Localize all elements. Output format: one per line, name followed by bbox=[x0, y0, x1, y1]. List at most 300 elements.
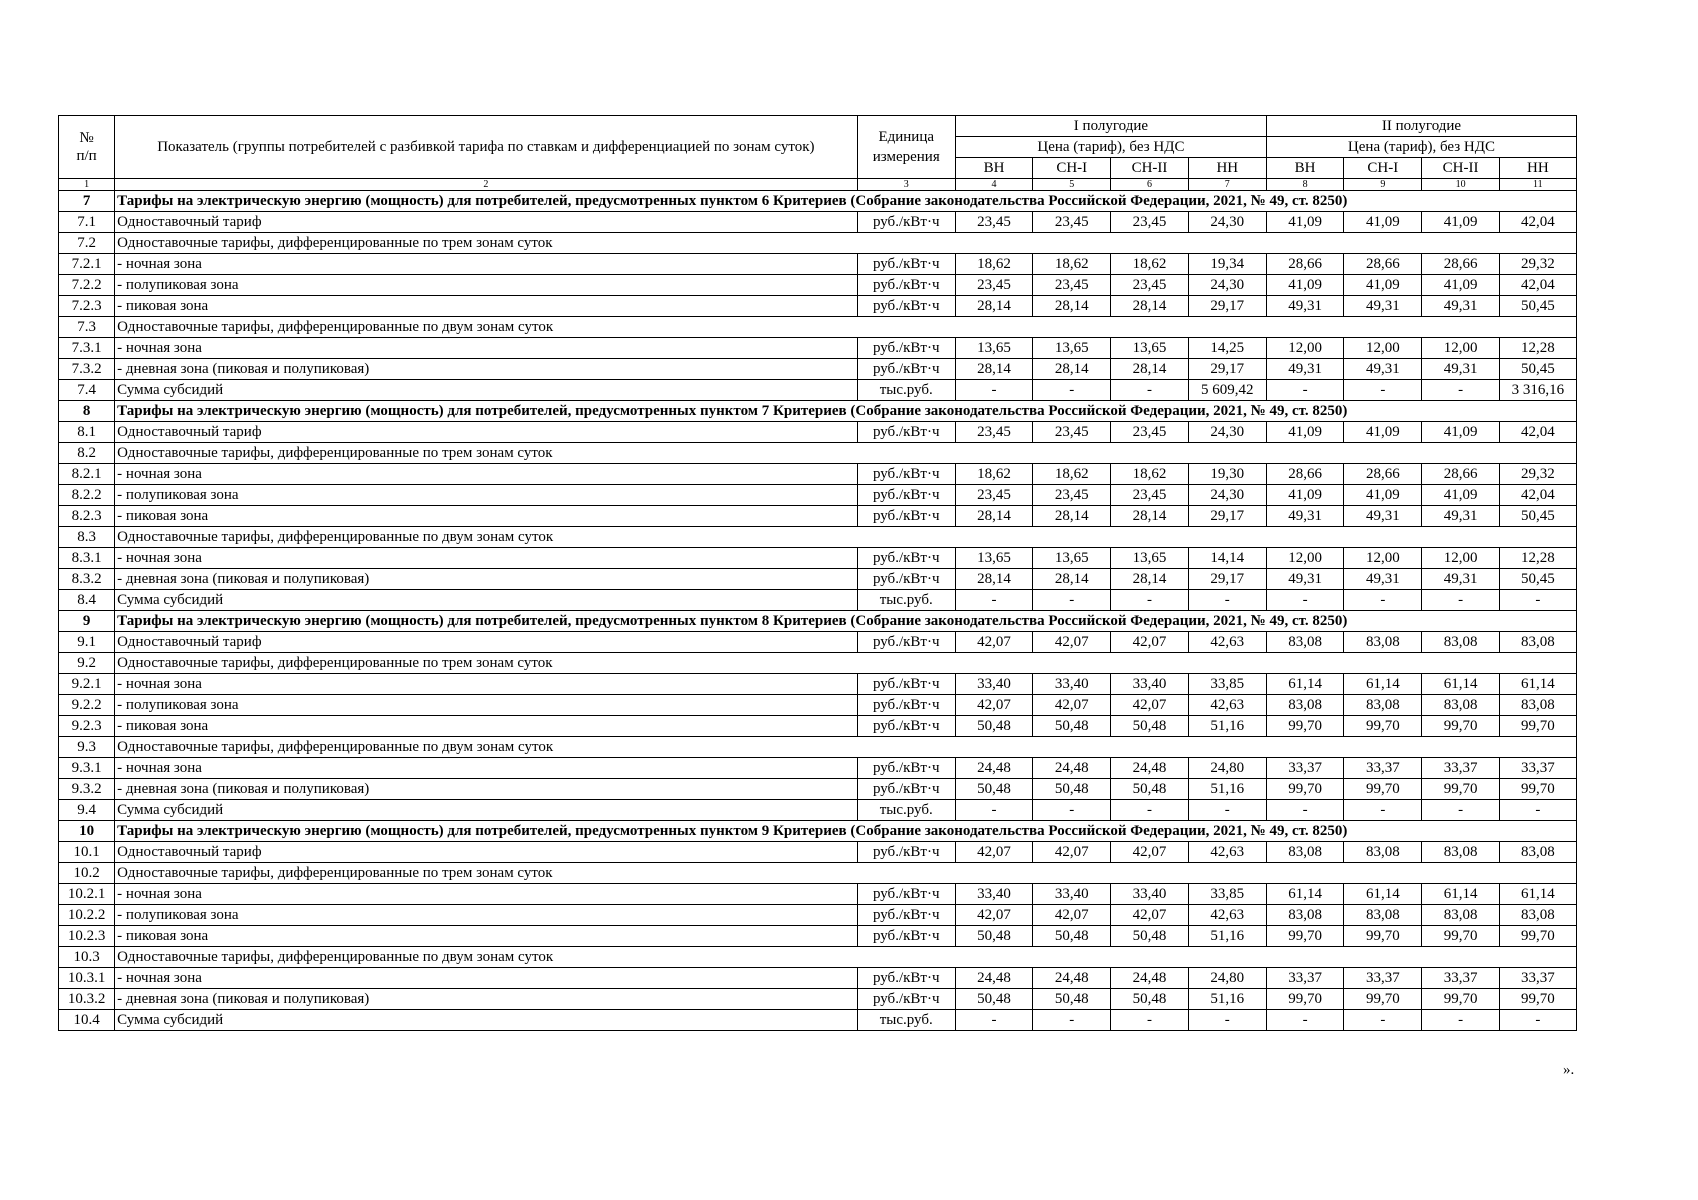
tariff-value: 23,45 bbox=[955, 485, 1032, 506]
column-number-row bbox=[59, 179, 1577, 191]
tariff-value: 28,14 bbox=[955, 296, 1032, 317]
tariff-value: - bbox=[1111, 590, 1188, 611]
tariff-value: 5 609,42 bbox=[1188, 380, 1266, 401]
tariff-value: 12,00 bbox=[1422, 338, 1499, 359]
tariff-value: 50,48 bbox=[955, 716, 1032, 737]
tariff-value: 83,08 bbox=[1266, 842, 1343, 863]
tariff-value: - bbox=[1111, 800, 1188, 821]
group-row bbox=[59, 443, 1577, 464]
tariff-value: 41,09 bbox=[1266, 485, 1343, 506]
tariff-value: 24,48 bbox=[1033, 758, 1111, 779]
tariff-value: 83,08 bbox=[1499, 842, 1576, 863]
table-row bbox=[59, 779, 1577, 800]
row-label: - ночная зона bbox=[115, 758, 857, 779]
tariff-value: 41,09 bbox=[1344, 422, 1422, 443]
tariff-value: - bbox=[1499, 800, 1576, 821]
tariff-value: 99,70 bbox=[1499, 779, 1576, 800]
tariff-value: 50,48 bbox=[955, 926, 1032, 947]
tariff-value: 33,40 bbox=[1033, 674, 1111, 695]
col-unit-header: Единица измерения bbox=[857, 116, 955, 179]
tariff-value: 99,70 bbox=[1344, 989, 1422, 1010]
tariff-value: 18,62 bbox=[1033, 254, 1111, 275]
row-unit: тыс.руб. bbox=[857, 1010, 955, 1031]
tariff-value: 41,09 bbox=[1422, 485, 1499, 506]
tariff-value: 41,09 bbox=[1422, 212, 1499, 233]
tariff-value: 18,62 bbox=[955, 254, 1032, 275]
row-number: 8.3.2 bbox=[59, 569, 115, 590]
table-row bbox=[59, 422, 1577, 443]
tariff-value: 33,85 bbox=[1188, 884, 1266, 905]
row-number: 7.3.1 bbox=[59, 338, 115, 359]
tariff-value: 28,14 bbox=[955, 569, 1032, 590]
tariff-value: 42,07 bbox=[1033, 905, 1111, 926]
tariff-value: 18,62 bbox=[1111, 464, 1188, 485]
row-unit: руб./кВт·ч bbox=[857, 716, 955, 737]
section-row bbox=[59, 401, 1577, 422]
tariff-value: 50,48 bbox=[1111, 989, 1188, 1010]
tariff-value: - bbox=[955, 380, 1032, 401]
tariff-value: 49,31 bbox=[1344, 359, 1422, 380]
tariff-value: - bbox=[955, 800, 1032, 821]
column-number: 3 bbox=[857, 179, 955, 191]
row-number: 7.3 bbox=[59, 317, 115, 338]
tariff-value: 23,45 bbox=[1111, 275, 1188, 296]
group-row bbox=[59, 317, 1577, 338]
tariff-value: 33,40 bbox=[1111, 674, 1188, 695]
tariff-value: 83,08 bbox=[1344, 695, 1422, 716]
table-row bbox=[59, 968, 1577, 989]
tariff-value: 33,37 bbox=[1266, 758, 1343, 779]
tariff-value: 83,08 bbox=[1422, 632, 1499, 653]
section-title: Тарифы на электрическую энергию (мощность) для потребителей, предусмотренных пунктом 7 Критериев (Собрание законодательства Российской Федерации, 2021, № 49, ст. 8250) bbox=[115, 401, 1577, 422]
row-number: 7 bbox=[59, 191, 115, 212]
section-title: Тарифы на электрическую энергию (мощность) для потребителей, предусмотренных пунктом 6 Критериев (Собрание законодательства Российской Федерации, 2021, № 49, ст. 8250) bbox=[115, 191, 1577, 212]
tariff-value: 99,70 bbox=[1499, 716, 1576, 737]
col-indicator-header: Показатель (группы потребителей с разбивкой тарифа по ставкам и дифференциацией по зонам суток) bbox=[115, 116, 857, 179]
tariff-value: 42,07 bbox=[955, 842, 1032, 863]
column-number: 2 bbox=[115, 179, 857, 191]
tariff-value: 33,37 bbox=[1422, 968, 1499, 989]
tariff-value: 12,00 bbox=[1344, 548, 1422, 569]
tariff-value: 61,14 bbox=[1344, 884, 1422, 905]
tariff-value: 61,14 bbox=[1266, 674, 1343, 695]
price1-header: Цена (тариф), без НДС bbox=[955, 137, 1266, 158]
table-row bbox=[59, 485, 1577, 506]
row-unit: руб./кВт·ч bbox=[857, 905, 955, 926]
row-number: 10.3.1 bbox=[59, 968, 115, 989]
row-label: - дневная зона (пиковая и полупиковая) bbox=[115, 569, 857, 590]
row-number: 9 bbox=[59, 611, 115, 632]
tariff-value: 19,34 bbox=[1188, 254, 1266, 275]
group-row bbox=[59, 527, 1577, 548]
row-unit: руб./кВт·ч bbox=[857, 506, 955, 527]
section-row bbox=[59, 191, 1577, 212]
tariff-value: 24,30 bbox=[1188, 275, 1266, 296]
tariff-table bbox=[58, 115, 1577, 1031]
row-unit: руб./кВт·ч bbox=[857, 674, 955, 695]
tariff-value: 99,70 bbox=[1344, 926, 1422, 947]
table-row bbox=[59, 674, 1577, 695]
row-number: 9.1 bbox=[59, 632, 115, 653]
tariff-value: 29,17 bbox=[1188, 296, 1266, 317]
tariff-value: 28,66 bbox=[1266, 254, 1343, 275]
row-number: 8.2.2 bbox=[59, 485, 115, 506]
tariff-value: 50,48 bbox=[1033, 716, 1111, 737]
tariff-value: 61,14 bbox=[1499, 674, 1576, 695]
group-row bbox=[59, 653, 1577, 674]
group-row bbox=[59, 863, 1577, 884]
tariff-value: - bbox=[1033, 800, 1111, 821]
column-number: 11 bbox=[1499, 179, 1576, 191]
row-unit: тыс.руб. bbox=[857, 590, 955, 611]
row-label: - полупиковая зона bbox=[115, 905, 857, 926]
row-unit: руб./кВт·ч bbox=[857, 569, 955, 590]
table-row bbox=[59, 989, 1577, 1010]
tariff-value: - bbox=[1188, 800, 1266, 821]
tariff-value: 24,30 bbox=[1188, 422, 1266, 443]
tariff-value: 3 316,16 bbox=[1499, 380, 1576, 401]
tariff-value: 28,14 bbox=[1111, 359, 1188, 380]
tariff-value: 23,45 bbox=[1111, 485, 1188, 506]
tariff-value: 28,14 bbox=[1033, 296, 1111, 317]
column-number: 8 bbox=[1266, 179, 1343, 191]
row-label: - полупиковая зона bbox=[115, 275, 857, 296]
row-number: 9.3 bbox=[59, 737, 115, 758]
row-label: Сумма субсидий bbox=[115, 800, 857, 821]
tariff-value: 49,31 bbox=[1422, 506, 1499, 527]
row-number: 8.1 bbox=[59, 422, 115, 443]
tariff-value: 50,45 bbox=[1499, 506, 1576, 527]
tariff-value: 23,45 bbox=[955, 212, 1032, 233]
tariff-value: 28,66 bbox=[1422, 464, 1499, 485]
row-number: 7.2.1 bbox=[59, 254, 115, 275]
row-label: - пиковая зона bbox=[115, 296, 857, 317]
tariff-value: 29,17 bbox=[1188, 569, 1266, 590]
tariff-value: 50,48 bbox=[1111, 926, 1188, 947]
tariff-value: 83,08 bbox=[1344, 905, 1422, 926]
level-header: СН-I bbox=[1344, 158, 1422, 179]
tariff-value: 12,00 bbox=[1266, 548, 1343, 569]
tariff-value: 42,63 bbox=[1188, 632, 1266, 653]
row-unit: руб./кВт·ч bbox=[857, 422, 955, 443]
row-unit: руб./кВт·ч bbox=[857, 632, 955, 653]
tariff-value: 12,28 bbox=[1499, 548, 1576, 569]
row-number: 8.3.1 bbox=[59, 548, 115, 569]
tariff-value: 18,62 bbox=[1111, 254, 1188, 275]
group-title: Одноставочные тарифы, дифференцированные по трем зонам суток bbox=[115, 233, 1577, 254]
tariff-value: 42,07 bbox=[1111, 905, 1188, 926]
tariff-value: 41,09 bbox=[1344, 485, 1422, 506]
tariff-value: 28,66 bbox=[1422, 254, 1499, 275]
tariff-value: 42,07 bbox=[1033, 842, 1111, 863]
row-label: Одноставочный тариф bbox=[115, 632, 857, 653]
section-row bbox=[59, 611, 1577, 632]
tariff-value: 49,31 bbox=[1266, 506, 1343, 527]
table-header bbox=[59, 116, 1577, 191]
row-unit: тыс.руб. bbox=[857, 800, 955, 821]
table-row bbox=[59, 926, 1577, 947]
tariff-value: 42,63 bbox=[1188, 842, 1266, 863]
row-unit: руб./кВт·ч bbox=[857, 212, 955, 233]
level-header: НН bbox=[1499, 158, 1576, 179]
group-title: Одноставочные тарифы, дифференцированные по трем зонам суток bbox=[115, 443, 1577, 464]
tariff-value: 83,08 bbox=[1499, 695, 1576, 716]
tariff-value: 50,48 bbox=[955, 779, 1032, 800]
tariff-value: 41,09 bbox=[1422, 275, 1499, 296]
row-number: 7.2.3 bbox=[59, 296, 115, 317]
tariff-value: 42,04 bbox=[1499, 275, 1576, 296]
tariff-value: 99,70 bbox=[1422, 779, 1499, 800]
tariff-value: 18,62 bbox=[955, 464, 1032, 485]
section-title: Тарифы на электрическую энергию (мощность) для потребителей, предусмотренных пунктом 9 Критериев (Собрание законодательства Российской Федерации, 2021, № 49, ст. 8250) bbox=[115, 821, 1577, 842]
tariff-value: 33,37 bbox=[1344, 758, 1422, 779]
row-number: 10.3.2 bbox=[59, 989, 115, 1010]
tariff-value: 49,31 bbox=[1344, 569, 1422, 590]
row-number: 9.3.1 bbox=[59, 758, 115, 779]
tariff-value: - bbox=[1422, 800, 1499, 821]
row-unit: руб./кВт·ч bbox=[857, 485, 955, 506]
tariff-value: 41,09 bbox=[1266, 422, 1343, 443]
tariff-value: - bbox=[1111, 1010, 1188, 1031]
column-number: 1 bbox=[59, 179, 115, 191]
table-row bbox=[59, 464, 1577, 485]
row-number: 10.3 bbox=[59, 947, 115, 968]
row-number: 9.2.2 bbox=[59, 695, 115, 716]
row-number: 9.2.1 bbox=[59, 674, 115, 695]
tariff-value: 33,40 bbox=[955, 674, 1032, 695]
row-number: 7.1 bbox=[59, 212, 115, 233]
tariff-value: 99,70 bbox=[1266, 716, 1343, 737]
tariff-value: - bbox=[1033, 590, 1111, 611]
row-number: 7.4 bbox=[59, 380, 115, 401]
tariff-value: 99,70 bbox=[1266, 779, 1343, 800]
tariff-value: 61,14 bbox=[1266, 884, 1343, 905]
tariff-value: 29,32 bbox=[1499, 464, 1576, 485]
table-row bbox=[59, 506, 1577, 527]
tariff-value: 28,14 bbox=[1111, 569, 1188, 590]
tariff-value: 13,65 bbox=[955, 548, 1032, 569]
tariff-value: - bbox=[1344, 800, 1422, 821]
tariff-value: 24,30 bbox=[1188, 485, 1266, 506]
tariff-value: 99,70 bbox=[1422, 989, 1499, 1010]
tariff-value: 50,45 bbox=[1499, 296, 1576, 317]
table-row bbox=[59, 842, 1577, 863]
table-row bbox=[59, 296, 1577, 317]
table-row bbox=[59, 1010, 1577, 1031]
tariff-value: 18,62 bbox=[1033, 464, 1111, 485]
tariff-value: 61,14 bbox=[1422, 884, 1499, 905]
row-number: 8.4 bbox=[59, 590, 115, 611]
row-label: Сумма субсидий bbox=[115, 380, 857, 401]
tariff-value: - bbox=[1344, 1010, 1422, 1031]
tariff-value: 50,48 bbox=[1111, 716, 1188, 737]
group-title: Одноставочные тарифы, дифференцированные по трем зонам суток bbox=[115, 863, 1577, 884]
tariff-value: 33,37 bbox=[1422, 758, 1499, 779]
tariff-value: 83,08 bbox=[1266, 905, 1343, 926]
half1-header: I полугодие bbox=[955, 116, 1266, 137]
tariff-value: 23,45 bbox=[1033, 422, 1111, 443]
row-number: 9.4 bbox=[59, 800, 115, 821]
tariff-value: 23,45 bbox=[1033, 212, 1111, 233]
tariff-value: 24,30 bbox=[1188, 212, 1266, 233]
row-label: - ночная зона bbox=[115, 548, 857, 569]
tariff-value: 33,40 bbox=[1033, 884, 1111, 905]
table-row bbox=[59, 800, 1577, 821]
tariff-value: 33,40 bbox=[1111, 884, 1188, 905]
tariff-value: 51,16 bbox=[1188, 989, 1266, 1010]
tariff-value: 49,31 bbox=[1266, 296, 1343, 317]
column-number: 7 bbox=[1188, 179, 1266, 191]
tariff-value: - bbox=[1422, 590, 1499, 611]
tariff-value: 14,14 bbox=[1188, 548, 1266, 569]
row-label: - полупиковая зона bbox=[115, 695, 857, 716]
row-label: Одноставочный тариф bbox=[115, 422, 857, 443]
tariff-value: 23,45 bbox=[955, 422, 1032, 443]
row-label: - пиковая зона bbox=[115, 506, 857, 527]
tariff-value: 23,45 bbox=[1111, 422, 1188, 443]
row-number: 10.4 bbox=[59, 1010, 115, 1031]
tariff-value: 83,08 bbox=[1422, 842, 1499, 863]
tariff-value: 49,31 bbox=[1266, 359, 1343, 380]
tariff-value: 49,31 bbox=[1422, 359, 1499, 380]
row-label: - ночная зона bbox=[115, 968, 857, 989]
table-row bbox=[59, 380, 1577, 401]
group-title: Одноставочные тарифы, дифференцированные по двум зонам суток bbox=[115, 947, 1577, 968]
tariff-value: - bbox=[955, 590, 1032, 611]
tariff-value: 42,07 bbox=[1111, 842, 1188, 863]
tariff-value: 24,48 bbox=[955, 968, 1032, 989]
column-number: 6 bbox=[1111, 179, 1188, 191]
tariff-value: 49,31 bbox=[1344, 296, 1422, 317]
tariff-value: 41,09 bbox=[1344, 275, 1422, 296]
tariff-value: 24,48 bbox=[1111, 758, 1188, 779]
table-row bbox=[59, 359, 1577, 380]
level-header: СН-II bbox=[1422, 158, 1499, 179]
tariff-value: 24,48 bbox=[955, 758, 1032, 779]
tariff-value: 61,14 bbox=[1344, 674, 1422, 695]
tariff-value: 50,48 bbox=[1111, 779, 1188, 800]
tariff-value: 13,65 bbox=[955, 338, 1032, 359]
row-number: 10.2 bbox=[59, 863, 115, 884]
tariff-value: - bbox=[955, 1010, 1032, 1031]
tariff-value: 83,08 bbox=[1422, 695, 1499, 716]
tariff-value: - bbox=[1499, 590, 1576, 611]
level-header: СН-I bbox=[1033, 158, 1111, 179]
table-row bbox=[59, 632, 1577, 653]
row-label: - дневная зона (пиковая и полупиковая) bbox=[115, 779, 857, 800]
level-header: СН-II bbox=[1111, 158, 1188, 179]
row-number: 10.2.2 bbox=[59, 905, 115, 926]
row-number: 8.2.3 bbox=[59, 506, 115, 527]
column-number: 10 bbox=[1422, 179, 1499, 191]
group-row bbox=[59, 947, 1577, 968]
row-label: - пиковая зона bbox=[115, 926, 857, 947]
row-unit: руб./кВт·ч bbox=[857, 296, 955, 317]
tariff-value: 83,08 bbox=[1499, 632, 1576, 653]
tariff-value: 99,70 bbox=[1266, 926, 1343, 947]
tariff-value: 33,37 bbox=[1499, 758, 1576, 779]
tariff-value: 13,65 bbox=[1033, 338, 1111, 359]
tariff-value: 28,66 bbox=[1344, 254, 1422, 275]
row-number: 7.2.2 bbox=[59, 275, 115, 296]
tariff-value: 99,70 bbox=[1499, 989, 1576, 1010]
table-row bbox=[59, 716, 1577, 737]
table-row bbox=[59, 884, 1577, 905]
tariff-value: 99,70 bbox=[1422, 716, 1499, 737]
row-unit: руб./кВт·ч bbox=[857, 779, 955, 800]
tariff-value: - bbox=[1033, 380, 1111, 401]
level-header: ВН bbox=[955, 158, 1032, 179]
table-row bbox=[59, 338, 1577, 359]
tariff-table-page bbox=[58, 115, 1577, 1031]
table-row bbox=[59, 275, 1577, 296]
tariff-value: 28,14 bbox=[1033, 569, 1111, 590]
tariff-value: 28,14 bbox=[1033, 506, 1111, 527]
tariff-value: - bbox=[1111, 380, 1188, 401]
row-unit: руб./кВт·ч bbox=[857, 926, 955, 947]
tariff-value: - bbox=[1266, 590, 1343, 611]
row-label: Одноставочный тариф bbox=[115, 212, 857, 233]
tariff-value: 23,45 bbox=[1033, 485, 1111, 506]
tariff-value: 99,70 bbox=[1344, 779, 1422, 800]
tariff-value: 42,07 bbox=[955, 695, 1032, 716]
row-label: - ночная зона bbox=[115, 338, 857, 359]
tariff-value: 13,65 bbox=[1111, 338, 1188, 359]
column-number: 5 bbox=[1033, 179, 1111, 191]
row-unit: руб./кВт·ч bbox=[857, 254, 955, 275]
tariff-value: 99,70 bbox=[1266, 989, 1343, 1010]
tariff-value: 49,31 bbox=[1422, 569, 1499, 590]
tariff-value: 61,14 bbox=[1499, 884, 1576, 905]
row-number: 7.2 bbox=[59, 233, 115, 254]
tariff-value: 29,17 bbox=[1188, 359, 1266, 380]
tariff-value: 28,14 bbox=[955, 506, 1032, 527]
table-row bbox=[59, 905, 1577, 926]
tariff-value: - bbox=[1344, 590, 1422, 611]
tariff-value: 49,31 bbox=[1422, 296, 1499, 317]
row-number: 8 bbox=[59, 401, 115, 422]
row-unit: руб./кВт·ч bbox=[857, 758, 955, 779]
table-row bbox=[59, 758, 1577, 779]
tariff-value: 42,07 bbox=[1033, 632, 1111, 653]
row-number: 9.2 bbox=[59, 653, 115, 674]
closing-quote-mark: ». bbox=[1563, 1062, 1575, 1078]
table-row bbox=[59, 569, 1577, 590]
row-label: - пиковая зона bbox=[115, 716, 857, 737]
row-unit: руб./кВт·ч bbox=[857, 989, 955, 1010]
tariff-value: 42,63 bbox=[1188, 905, 1266, 926]
tariff-value: 13,65 bbox=[1033, 548, 1111, 569]
tariff-value: 29,17 bbox=[1188, 506, 1266, 527]
group-row bbox=[59, 737, 1577, 758]
tariff-value: 50,45 bbox=[1499, 359, 1576, 380]
row-unit: руб./кВт·ч bbox=[857, 884, 955, 905]
tariff-value: 28,14 bbox=[955, 359, 1032, 380]
tariff-value: - bbox=[1422, 380, 1499, 401]
row-label: Сумма субсидий bbox=[115, 590, 857, 611]
row-label: - ночная зона bbox=[115, 674, 857, 695]
tariff-value: 33,37 bbox=[1266, 968, 1343, 989]
row-number: 9.3.2 bbox=[59, 779, 115, 800]
table-row bbox=[59, 695, 1577, 716]
tariff-value: 50,45 bbox=[1499, 569, 1576, 590]
tariff-value: 28,14 bbox=[1111, 506, 1188, 527]
tariff-value: 61,14 bbox=[1422, 674, 1499, 695]
row-label: - ночная зона bbox=[115, 464, 857, 485]
table-row bbox=[59, 212, 1577, 233]
table-row bbox=[59, 254, 1577, 275]
row-number: 10 bbox=[59, 821, 115, 842]
